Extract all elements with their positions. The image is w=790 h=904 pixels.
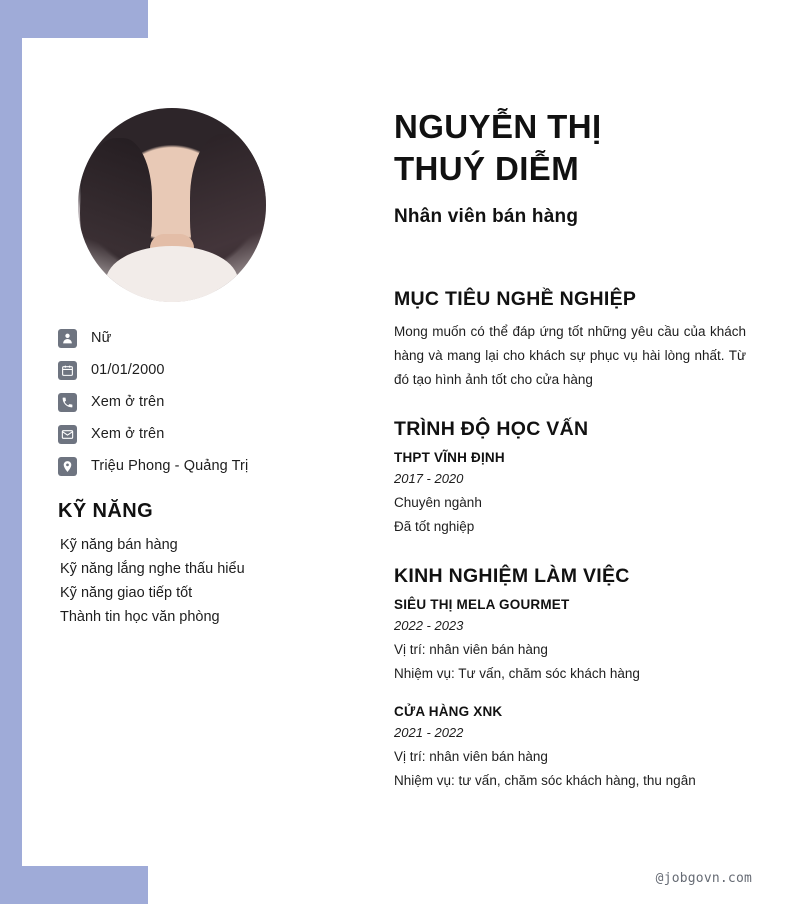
section-experience — [394, 565, 746, 793]
avatar-image — [78, 108, 266, 302]
experience-entry — [394, 704, 746, 793]
watermark: @jobgovn.com — [655, 871, 752, 886]
calendar-icon — [58, 361, 77, 380]
list-item: Kỹ năng lắng nghe thấu hiểu — [60, 561, 245, 577]
contact-row-email — [58, 418, 338, 450]
sidebar-column — [58, 322, 338, 629]
person-icon — [58, 329, 77, 348]
entry-detail: Chuyên ngành — [394, 495, 482, 510]
skills-list — [58, 533, 338, 629]
entry-date: 2022 - 2023 — [394, 618, 464, 633]
entry-detail: Nhiệm vụ: Tư vấn, chăm sóc khách hàng — [394, 666, 640, 681]
entry-date: 2021 - 2022 — [394, 725, 464, 740]
page-title — [394, 106, 746, 190]
list-item: Kỹ năng giao tiếp tốt — [60, 585, 193, 601]
education-entry — [394, 450, 746, 539]
job-title: Nhân viên bán hàng — [394, 206, 579, 227]
contact-row-gender — [58, 322, 338, 354]
section-education — [394, 418, 746, 539]
entry-detail: Vị trí: nhân viên bán hàng — [394, 749, 548, 764]
list-item: Kỹ năng bán hàng — [60, 537, 178, 553]
list-item: Thành tin học văn phòng — [60, 609, 220, 625]
contact-value-birthdate: 01/01/2000 — [91, 362, 165, 378]
skills-heading: KỸ NĂNG — [58, 500, 154, 522]
entry-organization: SIÊU THỊ MELA GOURMET — [394, 597, 570, 612]
contact-value-phone: Xem ở trên — [91, 394, 165, 410]
contact-value-location: Triệu Phong - Quảng Trị — [91, 458, 249, 474]
contact-row-location — [58, 450, 338, 482]
section-heading: KINH NGHIỆM LÀM VIỆC — [394, 565, 630, 587]
section-heading: TRÌNH ĐỘ HỌC VẤN — [394, 418, 589, 440]
section-objective — [394, 288, 746, 392]
experience-entry — [394, 597, 746, 686]
avatar — [78, 108, 266, 302]
section-heading: MỤC TIÊU NGHỀ NGHIỆP — [394, 288, 637, 310]
entry-date: 2017 - 2020 — [394, 471, 464, 486]
phone-icon — [58, 393, 77, 412]
objective-body: Mong muốn có thể đáp ứng tốt những yêu cầu của khách hàng và mang lại cho khách sự phục vụ hài lòng nhất. Từ đó tạo hình ảnh tốt cho cửa hàng — [394, 324, 746, 387]
mail-icon — [58, 425, 77, 444]
entry-organization: THPT VĨNH ĐỊNH — [394, 450, 505, 465]
contact-value-gender: Nữ — [91, 330, 112, 346]
contact-row-birthdate — [58, 354, 338, 386]
contact-value-email: Xem ở trên — [91, 426, 165, 442]
main-column — [394, 106, 746, 797]
contact-row-phone — [58, 386, 338, 418]
location-pin-icon — [58, 457, 77, 476]
name-line-1: NGUYỄN THỊ — [394, 108, 602, 145]
name-line-2: THUÝ DIỄM — [394, 150, 580, 187]
entry-detail: Nhiệm vụ: tư vấn, chăm sóc khách hàng, thu ngân — [394, 773, 696, 788]
entry-detail: Đã tốt nghiệp — [394, 519, 475, 534]
entry-detail: Vị trí: nhân viên bán hàng — [394, 642, 548, 657]
entry-organization: CỬA HÀNG XNK — [394, 704, 503, 719]
